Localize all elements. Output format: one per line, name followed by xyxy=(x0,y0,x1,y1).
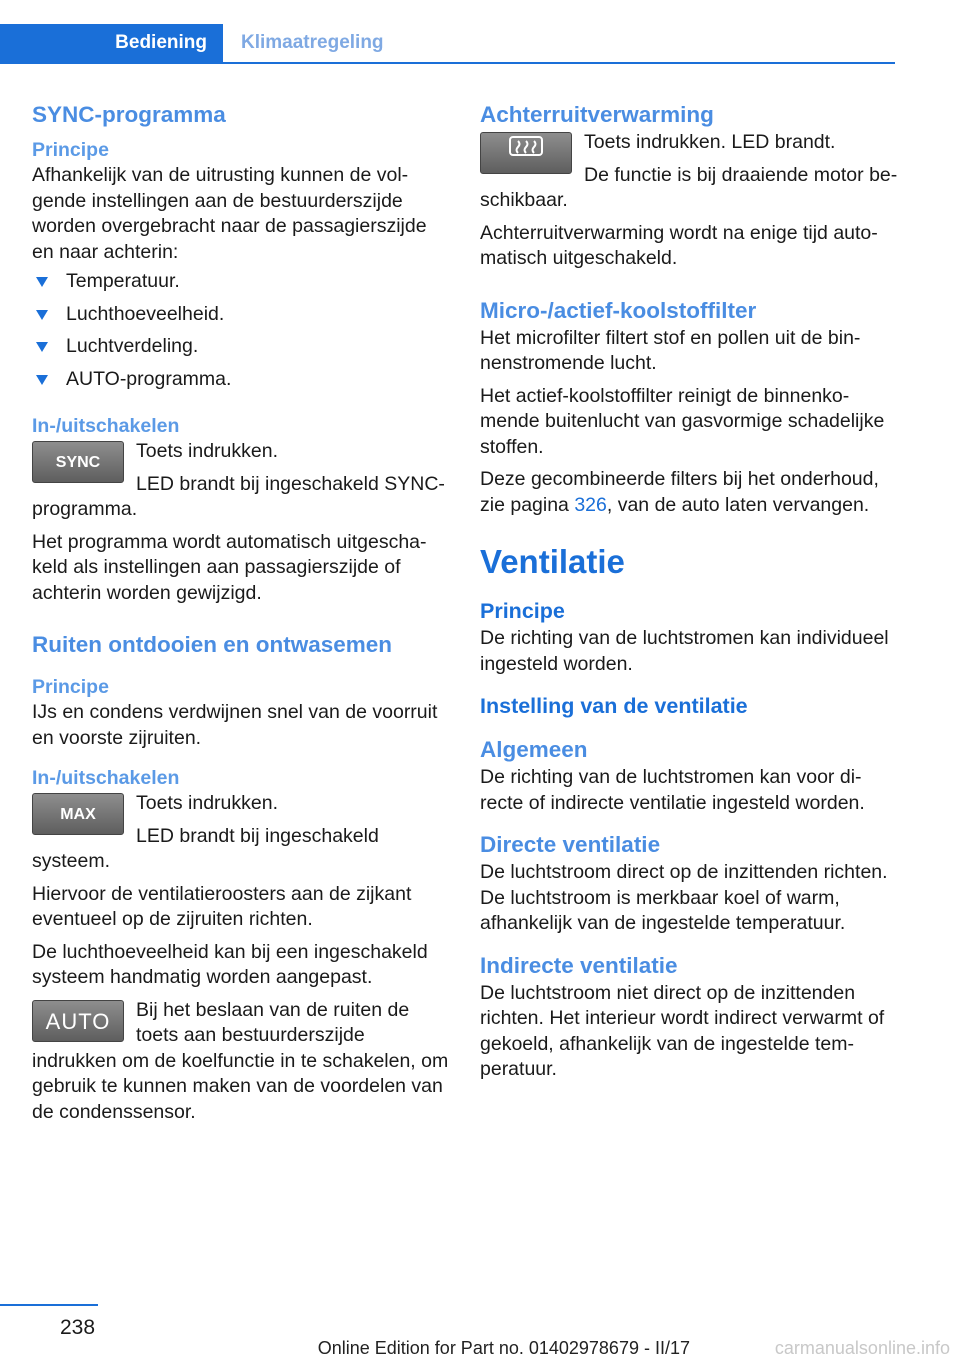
list-item: Luchtverdeling. xyxy=(32,334,452,360)
footer-divider xyxy=(0,1304,98,1306)
defrost-principe-text: IJs en condens verdwijnen snel van de voorruit en voorste zijruiten. xyxy=(32,701,438,749)
vent-principe-text: De richting van de luchtstromen kan individueel ingesteld worden. xyxy=(480,627,889,675)
rear-defrost-button-icon xyxy=(480,132,572,174)
bullet-triangle-icon xyxy=(36,310,48,320)
sync-principe-text: Afhankelijk van de uitrusting kunnen de volgende instellingen aan de bestuurderszijde worden overgebracht naar de passagierszijde en naar achterin: xyxy=(32,164,427,263)
filter-text-2: Het actief-koolstoffilter reinigt de binnenkomende buitenlucht van gasvormige schadelijke stoffen. xyxy=(480,384,885,458)
auto-text: Bij het beslaan van de ruiten de toets aan bestuurderszijde indrukken om de koelfunctie in te schakelen, om gebruik te kunnen maken van de voordelen van de condenssensor. xyxy=(32,998,449,1123)
watermark-text: carmanualsonline.info xyxy=(774,1338,950,1358)
list-item: AUTO-programma. xyxy=(32,367,452,393)
list-item: Luchthoeveelheid. xyxy=(32,302,452,328)
vent-indirect-heading: Indirecte ventilatie xyxy=(480,952,678,978)
section-sync-title: SYNC-programma xyxy=(32,102,226,127)
sync-button-icon: SYNC xyxy=(32,441,124,483)
rear-press-text: Toets indrukken. LED brandt. xyxy=(584,131,836,153)
sync-list xyxy=(32,269,452,392)
rear-button-row xyxy=(480,130,898,214)
auto-button-row xyxy=(32,998,452,1126)
sync-principe-heading: Principe xyxy=(32,139,109,161)
page-number: 238 xyxy=(60,1316,96,1339)
defrost-led-text: LED brandt bij ingeschakeld systeem. xyxy=(32,824,379,872)
sync-onoff-heading: In-/uitschakelen xyxy=(32,415,180,437)
defrost-vents-text: Hiervoor de ventilatieroosters aan de zijkant eventueel op de zijruiten richten. xyxy=(32,882,412,930)
auto-button-icon: AUTO xyxy=(32,1000,124,1042)
tab-klimaatregeling[interactable]: Klimaatregeling xyxy=(241,32,384,53)
vent-direct-heading: Directe ventilatie xyxy=(480,832,661,857)
section-filter-title: Micro-/actief-koolstoffilter xyxy=(480,297,757,323)
vent-principe-heading: Principe xyxy=(480,599,565,623)
chapter-tabbar xyxy=(0,24,895,64)
sync-button-row xyxy=(32,439,452,523)
bullet-triangle-icon xyxy=(36,375,48,385)
vent-general-text: De richting van de luchtstromen kan voor directe of indirecte ventilatie ingesteld worden. xyxy=(480,766,865,814)
sync-auto-off-text: Het programma wordt automatisch uitgeschakeld als instellingen aan passagierszijde of achterin worden gewijzigd. xyxy=(32,530,427,604)
section-ventilation-title: Ventilatie xyxy=(480,543,625,580)
page-link[interactable]: 326 xyxy=(574,493,607,516)
rear-auto-off-text: Achterruitverwarming wordt na enige tijd automatisch uitgeschakeld. xyxy=(480,221,878,269)
bullet-triangle-icon xyxy=(36,342,48,352)
rear-function-text: De functie is bij draaiende motor beschikbaar. xyxy=(480,163,898,211)
defrost-amount-text: De luchthoeveelheid kan bij een ingeschakeld systeem handmatig worden aangepast. xyxy=(32,940,428,988)
filter-text-3: Deze gecombineerde filters bij het onderhoud, zie pagina 326, van de auto laten vervangen. xyxy=(480,468,879,516)
left-column xyxy=(32,100,452,1125)
sync-led-text: LED brandt bij ingeschakeld SYNC-programma. xyxy=(32,472,445,520)
list-item: Temperatuur. xyxy=(32,269,452,295)
vent-indirect-text: De luchtstroom niet direct op de inzittenden richten. Het interieur wordt indirect verwarmt of gekoeld, afhankelijk van de ingestelde temperatuur. xyxy=(480,981,885,1080)
defrost-principe-heading: Principe xyxy=(32,676,109,698)
right-column xyxy=(480,100,898,1083)
sync-press-text: Toets indrukken. xyxy=(136,440,278,462)
bullet-triangle-icon xyxy=(36,277,48,287)
defrost-button-row xyxy=(32,791,452,875)
defrost-press-text: Toets indrukken. xyxy=(136,792,278,814)
filter-text-1: Het microfilter filtert stof en pollen uit de binnenstromende lucht. xyxy=(480,326,861,374)
vent-setting-heading: Instelling van de ventilatie xyxy=(480,694,748,718)
tab-bediening[interactable]: Bediening xyxy=(0,24,223,62)
section-defrost-title: Ruiten ontdooien en ontwasemen xyxy=(32,632,393,657)
section-rear-window-title: Achterruitverwarming xyxy=(480,102,714,127)
defrost-onoff-heading: In-/uitschakelen xyxy=(32,767,180,789)
rear-window-heating-icon xyxy=(506,133,546,159)
max-defrost-button-icon: MAX xyxy=(32,793,124,835)
edition-text: Online Edition for Part no. 01402978679 - II/17 xyxy=(317,1338,690,1358)
vent-general-heading: Algemeen xyxy=(480,737,588,762)
vent-direct-text: De luchtstroom direct op de inzittenden richten. De luchtstroom is merkbaar koel of warm, afhankelijk van de ingestelde temperatuur. xyxy=(480,861,888,934)
